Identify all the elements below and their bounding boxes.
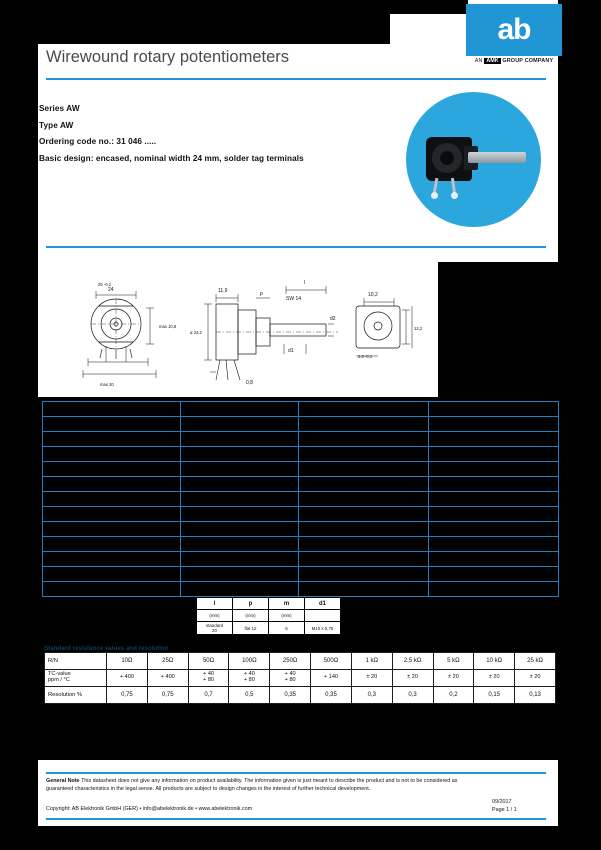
solder-tag-eyelet	[431, 192, 438, 199]
row-header: TC-value ppm / °C	[45, 670, 107, 687]
cell: + 400	[147, 670, 188, 687]
dims-value: standard 20	[197, 622, 233, 635]
cell	[429, 477, 559, 492]
cell	[299, 582, 429, 597]
table-row	[45, 670, 556, 687]
cell	[429, 447, 559, 462]
cell	[299, 507, 429, 522]
dims-unit: (mm)	[269, 610, 305, 622]
dim-label: 25 -0,2	[98, 282, 112, 287]
frame-top-black	[38, 0, 468, 14]
cell	[43, 522, 181, 537]
general-note-text: This datasheet does not give any information on product availability. The information given is just meant to describe the product and is not to be considered as guaranteed characteristics in the legal sense. All products are subject to design changes in the interest of further technical development.	[46, 778, 458, 792]
logo-text: ab	[497, 13, 531, 46]
dims-value: flat 12	[233, 622, 269, 635]
cell	[181, 567, 299, 582]
dim-label: 12,2	[414, 326, 423, 331]
copyright-line: Copyright: AB Elektronik GmbH (GER) • info@abelektronik.de • www.abelektronik.com	[46, 806, 253, 812]
cell	[43, 507, 181, 522]
cell	[429, 567, 559, 582]
cell	[429, 417, 559, 432]
cell: ± 20	[351, 670, 392, 687]
cell	[181, 537, 299, 552]
col-header: 500Ω	[311, 653, 352, 670]
cell: 0,15	[474, 687, 515, 704]
dim-label: 10,2	[368, 292, 378, 298]
general-note-title: General Note	[46, 778, 80, 784]
table-row	[197, 598, 341, 610]
resolution-table	[44, 652, 556, 704]
title-divider	[46, 78, 546, 80]
dim-label: p	[260, 291, 263, 297]
product-photo	[406, 92, 541, 227]
cell	[299, 402, 429, 417]
cell	[429, 522, 559, 537]
col-header: 100Ω	[229, 653, 270, 670]
company-logo	[466, 4, 562, 56]
dim-label: max 20	[100, 382, 114, 387]
header-spec-list	[39, 104, 389, 170]
cell	[43, 567, 181, 582]
cell: + 40 + 80	[270, 670, 311, 687]
table-row	[43, 537, 559, 552]
header-bottom-divider	[46, 246, 546, 248]
cell: 0,75	[107, 687, 148, 704]
cell	[429, 537, 559, 552]
table-row	[43, 507, 559, 522]
dims-header: d1	[305, 598, 341, 610]
col-header: 5 kΩ	[433, 653, 474, 670]
dimensions-table	[196, 597, 341, 635]
cell	[181, 552, 299, 567]
table-row	[43, 402, 559, 417]
cell: 0,3	[392, 687, 433, 704]
cell: ± 20	[515, 670, 556, 687]
col-header: 250Ω	[270, 653, 311, 670]
cell: + 40 + 80	[188, 670, 229, 687]
cell	[429, 492, 559, 507]
cell: + 40 + 80	[229, 670, 270, 687]
cell	[181, 507, 299, 522]
cell	[43, 477, 181, 492]
revision-date: 09/2017	[492, 799, 512, 805]
cell	[181, 417, 299, 432]
table-row	[43, 462, 559, 477]
dim-label: l	[304, 280, 306, 286]
cell: 0,2	[433, 687, 474, 704]
row-header: Resolution %	[45, 687, 107, 704]
cell	[429, 402, 559, 417]
cell: 0,35	[270, 687, 311, 704]
cell	[181, 522, 299, 537]
cell	[43, 402, 181, 417]
dim-label: 24	[108, 287, 114, 293]
cell	[299, 552, 429, 567]
cell	[43, 447, 181, 462]
cell: ± 20	[433, 670, 474, 687]
cell	[43, 492, 181, 507]
cell	[181, 492, 299, 507]
cell	[43, 462, 181, 477]
col-header: 25Ω	[147, 653, 188, 670]
cell: + 140	[311, 670, 352, 687]
cell	[429, 462, 559, 477]
cell	[181, 402, 299, 417]
table-row	[43, 447, 559, 462]
cell	[181, 477, 299, 492]
col-header: 10 kΩ	[474, 653, 515, 670]
page-title: Wirewound rotary potentiometers	[46, 48, 290, 66]
dim-label: d2	[330, 316, 336, 322]
general-note	[46, 778, 486, 794]
table-row	[43, 492, 559, 507]
dim-label: 2,6 -0,1	[358, 354, 373, 359]
cell: 0,7	[188, 687, 229, 704]
cell: 0,5	[229, 687, 270, 704]
dims-unit: (mm)	[233, 610, 269, 622]
cell	[43, 582, 181, 597]
dims-unit	[305, 610, 341, 622]
cell	[299, 477, 429, 492]
cell	[429, 432, 559, 447]
cell	[43, 417, 181, 432]
spec-line: Basic design: encased, nominal width 24 mm, solder tag terminals	[39, 153, 304, 163]
cell	[429, 507, 559, 522]
cell: ± 20	[474, 670, 515, 687]
dim-label: SW 14	[286, 296, 302, 302]
dims-header: p	[233, 598, 269, 610]
footer-divider-bottom	[46, 818, 546, 820]
cell	[299, 492, 429, 507]
spec-line: Type AW	[39, 120, 74, 130]
dims-value: 6	[269, 622, 305, 635]
dims-header: l	[197, 598, 233, 610]
cell: 0,13	[515, 687, 556, 704]
cell: + 400	[107, 670, 148, 687]
cell: 0,75	[147, 687, 188, 704]
table-row	[43, 552, 559, 567]
cell	[299, 537, 429, 552]
col-header: 10Ω	[107, 653, 148, 670]
cell	[299, 432, 429, 447]
table-row	[45, 653, 556, 670]
frame-right-black	[558, 0, 601, 262]
cell	[181, 432, 299, 447]
dimension-drawing	[38, 262, 438, 397]
dim-label: 0,8	[246, 380, 253, 386]
frame-left-black	[0, 0, 38, 262]
cell	[181, 462, 299, 477]
spec-line: Ordering code no.: 31 046 .....	[39, 137, 157, 146]
dim-label: ø 24,2	[190, 330, 202, 335]
cell	[181, 447, 299, 462]
footer-divider-top	[46, 772, 546, 774]
cell	[429, 582, 559, 597]
logo-tagline-pre: AN	[474, 58, 485, 64]
footer-meta	[492, 798, 552, 814]
cell	[299, 567, 429, 582]
table-row	[43, 582, 559, 597]
table-row	[43, 522, 559, 537]
dim-label: d1	[288, 348, 294, 354]
cell	[299, 417, 429, 432]
table-row	[43, 432, 559, 447]
col-header: 1 kΩ	[351, 653, 392, 670]
col-header: R/N	[45, 653, 107, 670]
dim-label: max 10,8	[159, 324, 177, 329]
resolution-table-caption: Standard resistance values and resolution	[44, 645, 169, 652]
table-row	[45, 687, 556, 704]
cell	[181, 582, 299, 597]
specification-table	[42, 401, 559, 597]
solder-tag-eyelet	[451, 192, 458, 199]
dims-header: m	[269, 598, 305, 610]
logo-tagline-post: GROUP COMPANY	[500, 58, 554, 64]
cell: ± 20	[392, 670, 433, 687]
table-row	[197, 622, 341, 635]
col-header: 2,5 kΩ	[392, 653, 433, 670]
cell	[43, 432, 181, 447]
cell: 0,35	[311, 687, 352, 704]
cell	[429, 552, 559, 567]
spec-line: Series AW	[39, 104, 80, 113]
dims-value: M10 x 0,75	[305, 622, 341, 635]
table-row	[43, 567, 559, 582]
dim-label: 11,9	[218, 288, 228, 294]
dims-unit: (mm)	[197, 610, 233, 622]
cell	[43, 537, 181, 552]
cell	[299, 447, 429, 462]
cell	[299, 522, 429, 537]
table-row	[43, 477, 559, 492]
cell	[299, 462, 429, 477]
table-row	[43, 417, 559, 432]
cell: 0,3	[351, 687, 392, 704]
logo-tagline-mark: AMK	[486, 58, 499, 64]
table-row	[197, 610, 341, 622]
page-number: Page 1 / 1	[492, 807, 517, 814]
logo-tagline	[462, 58, 566, 64]
cell	[43, 552, 181, 567]
potentiometer-shaft	[468, 152, 526, 163]
col-header: 50Ω	[188, 653, 229, 670]
col-header: 25 kΩ	[515, 653, 556, 670]
